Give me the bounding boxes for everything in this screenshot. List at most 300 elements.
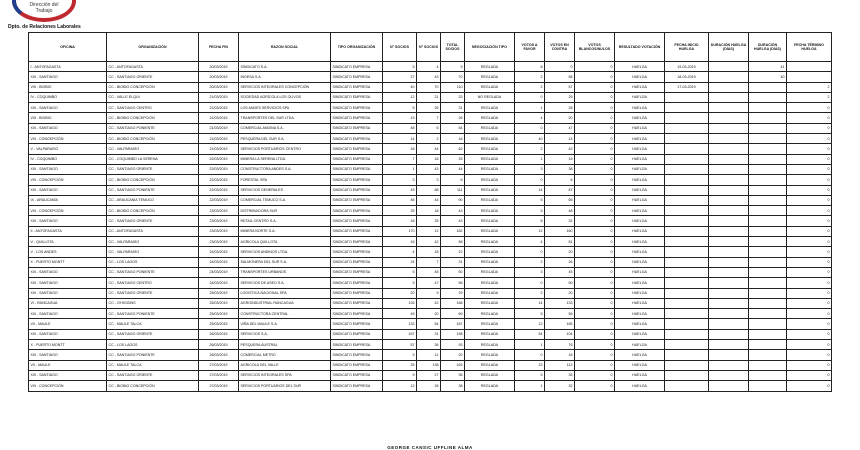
table-cell: SINDICATO EMPRESA	[331, 381, 383, 391]
table-cell: 20	[545, 113, 575, 123]
table-cell	[709, 298, 749, 308]
table-cell: 21	[417, 92, 441, 102]
table-cell: XIII - SANTIAGO	[29, 103, 107, 113]
table-cell	[709, 319, 749, 329]
table-cell: HUELGA	[615, 72, 665, 82]
column-header: RAZON SOCIAL	[239, 33, 331, 62]
table-cell: REGLADA	[465, 350, 515, 360]
table-cell: 8	[515, 216, 545, 226]
table-cell: 22/03/2019	[199, 164, 239, 174]
table-cell: 0	[787, 103, 832, 113]
table-header-row	[29, 33, 832, 62]
table-cell: HUELGA	[615, 123, 665, 133]
table-cell: 18	[417, 247, 441, 257]
table-cell: SERVICIOS PORTUARIOS CENTRO	[239, 144, 331, 154]
table-cell: 42	[417, 298, 441, 308]
table-row	[29, 134, 832, 144]
table-cell	[709, 92, 749, 102]
table-cell: 0	[515, 123, 545, 133]
column-header: NEGOCIACIÓN TIPO	[465, 33, 515, 62]
table-cell: REGLADA	[465, 72, 515, 82]
table-cell: 22	[441, 247, 465, 257]
table-cell	[709, 185, 749, 195]
table-cell: 0	[575, 206, 615, 216]
table-row	[29, 309, 832, 319]
table-cell: SINDICATO EMPRESA	[331, 309, 383, 319]
table-cell: 0	[787, 370, 832, 380]
table-row	[29, 195, 832, 205]
table-cell: 3	[417, 175, 441, 185]
table-cell	[665, 144, 709, 154]
table-cell: TRANSPORTES DEL SUR LTDA.	[239, 113, 331, 123]
table-cell: SINDICATO EMPRESA	[331, 185, 383, 195]
table-cell: V - VALPARAISO	[29, 144, 107, 154]
table-cell: REGLADA	[465, 82, 515, 92]
table-cell: 24	[383, 257, 417, 267]
table-cell: SINDICATO EMPRESA	[331, 267, 383, 277]
table-cell: VI - RANCAGUA	[29, 298, 107, 308]
table-cell: CC - SANTIAGO CENTRO	[107, 103, 199, 113]
table-cell: 27	[417, 370, 441, 380]
table-cell: HUELGA	[615, 319, 665, 329]
table-cell: XIII - SANTIAGO	[29, 72, 107, 82]
table-cell: 0	[575, 164, 615, 174]
table-cell	[749, 226, 787, 236]
table-cell: 16	[545, 350, 575, 360]
table-cell: 0	[575, 195, 615, 205]
table-cell: REGLADA	[465, 340, 515, 350]
table-cell	[709, 123, 749, 133]
table-cell	[665, 175, 709, 185]
table-cell: SERVICIOS DE ASEO S.A.	[239, 278, 331, 288]
table-cell: COMERCIAL ANDINA S.A.	[239, 123, 331, 133]
table-cell: 182	[441, 226, 465, 236]
table-cell: 38	[545, 164, 575, 174]
table-cell: 6	[441, 175, 465, 185]
table-cell: 0	[787, 247, 832, 257]
column-header: RESULTADO VOTACIÓN	[615, 33, 665, 62]
table-cell: 0	[787, 267, 832, 277]
table-row	[29, 298, 832, 308]
table-cell: 47	[417, 278, 441, 288]
table-cell: CC - LOS LAGOS	[107, 257, 199, 267]
table-cell	[749, 164, 787, 174]
table-cell: SINDICATO EMPRESA	[331, 103, 383, 113]
table-row	[29, 113, 832, 123]
table-cell	[749, 350, 787, 360]
column-header: TIPO ORGANIZACIÓN	[331, 33, 383, 62]
table-cell: 31	[417, 329, 441, 339]
table-cell: 0	[787, 134, 832, 144]
column-header: VOTOS EN CONTRA	[545, 33, 575, 62]
table-cell: 0	[575, 370, 615, 380]
table-cell: HUELGA	[615, 82, 665, 92]
table-cell: 4	[417, 62, 441, 72]
table-cell: 5	[383, 103, 417, 113]
table-cell: 0	[575, 62, 615, 72]
table-cell: 12	[515, 226, 545, 236]
table-cell: 0	[787, 237, 832, 247]
table-cell: 22/03/2019	[199, 154, 239, 164]
table-cell: 1	[515, 103, 545, 113]
table-cell: 0	[575, 267, 615, 277]
table-cell: 47	[545, 123, 575, 133]
table-cell: 45	[545, 267, 575, 277]
table-cell: 26/03/2019	[199, 340, 239, 350]
table-cell: 18	[383, 144, 417, 154]
table-cell: SINDICATO EMPRESA	[331, 216, 383, 226]
table-cell: 0	[575, 340, 615, 350]
strikes-table	[28, 32, 832, 392]
table-cell: VIII - CONCEPCIÓN	[29, 134, 107, 144]
table-cell	[665, 134, 709, 144]
table-cell: XIII - SANTIAGO	[29, 350, 107, 360]
table-cell: FORESTAL SPA	[239, 175, 331, 185]
table-cell: 50	[545, 278, 575, 288]
table-cell: HUELGA	[615, 206, 665, 216]
table-cell: 18	[417, 154, 441, 164]
table-cell: 22/03/2019	[199, 185, 239, 195]
table-cell: 25	[441, 154, 465, 164]
table-cell: 18	[417, 206, 441, 216]
table-cell: 6	[417, 123, 441, 133]
table-cell: 14	[515, 298, 545, 308]
table-cell: NO REGLADA	[465, 92, 515, 102]
table-cell: 58	[545, 72, 575, 82]
table-cell	[665, 329, 709, 339]
table-cell: 3	[515, 164, 545, 174]
table-cell: SINDICATO EMPRESA	[331, 62, 383, 72]
table-cell: 2	[515, 144, 545, 154]
table-body	[29, 62, 832, 392]
table-cell: X - PUERTO MONTT	[29, 340, 107, 350]
table-cell: 40	[383, 82, 417, 92]
table-cell: 133	[545, 298, 575, 308]
table-cell: 70	[441, 72, 465, 82]
table-cell: TRANSPORTES URBANOS	[239, 267, 331, 277]
table-cell: CC - SANTIAGO PONIENTE	[107, 309, 199, 319]
table-cell: 51	[545, 237, 575, 247]
table-cell: I - ANTOFAGASTA	[29, 62, 107, 72]
table-cell: CC - BIOBIO CONCEPCIÓN	[107, 82, 199, 92]
table-cell: 126	[383, 298, 417, 308]
table-cell: 26/03/2019	[199, 329, 239, 339]
table-cell: REGLADA	[465, 370, 515, 380]
table-cell: 36	[441, 370, 465, 380]
table-row	[29, 257, 832, 267]
table-cell: CONSTRUCTORA CENTRAL	[239, 309, 331, 319]
department-title: Dpto. de Relaciones Laborales	[8, 24, 81, 30]
table-cell: 7	[417, 257, 441, 267]
table-cell: HUELGA	[615, 370, 665, 380]
table-cell: REGLADA	[465, 103, 515, 113]
table-cell: 18	[383, 216, 417, 226]
table-cell: VIII - CONCEPCIÓN	[29, 206, 107, 216]
table-cell	[749, 185, 787, 195]
table-cell: 21/03/2019	[199, 144, 239, 154]
table-cell: XIII - SANTIAGO	[29, 370, 107, 380]
table-cell: 133	[383, 319, 417, 329]
table-cell: 0	[787, 288, 832, 298]
table-cell: REGLADA	[465, 175, 515, 185]
column-header: ORGANIZACIÓN	[107, 33, 199, 62]
logo-line-1: Dirección del	[29, 2, 59, 8]
table-cell: 26	[545, 257, 575, 267]
table-cell: CC - SANTIAGO PONIENTE	[107, 350, 199, 360]
table-cell: 54	[441, 123, 465, 133]
direccion-del-trabajo-logo	[12, 0, 76, 22]
table-cell: 9	[383, 278, 417, 288]
column-header: FECHA INICIO HUELGA	[665, 33, 709, 62]
table-cell	[665, 113, 709, 123]
table-cell: IX - ARAUCANÍA	[29, 195, 107, 205]
table-cell: 27/03/2019	[199, 360, 239, 370]
table-cell: REGLADA	[465, 319, 515, 329]
table-cell: 8	[515, 62, 545, 72]
table-cell: 27	[383, 72, 417, 82]
table-cell	[749, 329, 787, 339]
table-cell: HUELGA	[615, 278, 665, 288]
table-cell	[749, 175, 787, 185]
table-cell	[709, 350, 749, 360]
table-cell	[749, 340, 787, 350]
table-cell: CC - SANTIAGO ORIENTE	[107, 164, 199, 174]
table-cell	[665, 123, 709, 133]
table-cell: MINERA LA SERENA LTDA.	[239, 154, 331, 164]
table-cell: REGLADA	[465, 278, 515, 288]
column-header: N° SOCIOS	[417, 33, 441, 62]
table-cell: 62	[441, 144, 465, 154]
table-cell	[709, 134, 749, 144]
table-cell: 26	[417, 103, 441, 113]
table-cell	[709, 206, 749, 216]
table-cell: LOS ANDES SERVICIOS SPA	[239, 103, 331, 113]
table-cell: HUELGA	[615, 175, 665, 185]
table-cell: REGLADA	[465, 226, 515, 236]
table-cell: XIII - SANTIAGO	[29, 164, 107, 174]
table-cell: LOGISTICA NACIONAL SPA	[239, 288, 331, 298]
column-header: FECHA FIN	[199, 33, 239, 62]
table-cell: REGLADA	[465, 381, 515, 391]
table-cell: II - ANTOFAGASTA	[29, 226, 107, 236]
table-cell: SINDICATO EMPRESA	[331, 195, 383, 205]
table-cell: 20	[545, 247, 575, 257]
table-cell	[665, 237, 709, 247]
table-cell: SINDICATO EMPRESA	[331, 226, 383, 236]
table-cell: REGLADA	[465, 123, 515, 133]
table-cell: HUELGA	[615, 216, 665, 226]
table-cell: 4	[515, 113, 545, 123]
table-cell: 0	[787, 278, 832, 288]
table-cell	[665, 278, 709, 288]
table-cell: CC - MAULE TALCA	[107, 319, 199, 329]
column-header: VOTOS A FAVOR	[515, 33, 545, 62]
table-cell: HUELGA	[615, 350, 665, 360]
table-cell: XIII - SANTIAGO	[29, 267, 107, 277]
table-cell: 43	[383, 185, 417, 195]
table-cell: 26	[417, 381, 441, 391]
table-cell: HUELGA	[615, 329, 665, 339]
table-cell: 90	[441, 195, 465, 205]
table-cell	[709, 237, 749, 247]
table-cell: 170	[383, 226, 417, 236]
table-cell: 12	[417, 226, 441, 236]
table-cell	[749, 237, 787, 247]
table-cell	[665, 247, 709, 257]
table-cell	[749, 195, 787, 205]
table-cell: REGLADA	[465, 216, 515, 226]
table-cell: 20	[441, 350, 465, 360]
table-cell: DISTRIBUIDORA SUR	[239, 206, 331, 216]
table-cell: HUELGA	[615, 257, 665, 267]
table-cell: 0	[787, 329, 832, 339]
table-cell: 0	[575, 134, 615, 144]
table-cell: 0	[515, 278, 545, 288]
table-cell: SINDICATO EMPRESA	[331, 278, 383, 288]
table-cell: 48	[545, 206, 575, 216]
table-cell: 87	[545, 185, 575, 195]
table-cell: SINDICATO EMPRESA	[331, 92, 383, 102]
table-cell: 25	[383, 206, 417, 216]
table-cell: SINDICATO EMPRESA	[331, 72, 383, 82]
table-cell: 20	[545, 288, 575, 298]
table-cell	[665, 298, 709, 308]
table-cell: 27/03/2019	[199, 381, 239, 391]
table-cell: HUELGA	[615, 237, 665, 247]
table-cell: 0	[787, 226, 832, 236]
table-row	[29, 62, 832, 72]
table-cell: CC - VALLE ELQUI	[107, 92, 199, 102]
table-cell: REGLADA	[465, 309, 515, 319]
table-cell	[749, 370, 787, 380]
table-cell: INGESA S.A.	[239, 72, 331, 82]
table-cell: HUELGA	[615, 298, 665, 308]
table-cell	[749, 381, 787, 391]
table-cell: CC - BIOBIO CONCEPCIÓN	[107, 175, 199, 185]
table-cell: 0	[575, 154, 615, 164]
table-cell: PESQUERA AUSTRAL	[239, 340, 331, 350]
table-cell	[749, 206, 787, 216]
table-cell: SERVICIOS GENERALES	[239, 185, 331, 195]
table-cell: 76	[545, 340, 575, 350]
table-row	[29, 123, 832, 133]
table-cell: 44	[417, 144, 441, 154]
table-cell: 11	[417, 350, 441, 360]
table-cell: 70	[417, 82, 441, 92]
table-row	[29, 226, 832, 236]
column-header: FECHA TÉRMINO HUELGA	[787, 33, 832, 62]
table-cell	[665, 154, 709, 164]
table-cell: CC - O'HIGGINS	[107, 298, 199, 308]
table-cell: 25	[383, 360, 417, 370]
table-cell: 25/03/2019	[199, 309, 239, 319]
table-cell: REGLADA	[465, 267, 515, 277]
table-cell: REGLADA	[465, 247, 515, 257]
table-cell: 5	[515, 309, 545, 319]
table-cell: RETAIL CENTRO S.A.	[239, 216, 331, 226]
table-cell: 20/03/2019	[199, 82, 239, 92]
table-cell: HUELGA	[615, 381, 665, 391]
table-cell: 57	[545, 82, 575, 92]
table-cell: REGLADA	[465, 237, 515, 247]
table-cell	[665, 185, 709, 195]
table-row	[29, 340, 832, 350]
table-cell	[749, 123, 787, 133]
table-cell: 0	[787, 164, 832, 174]
table-cell: SINDICATO EMPRESA	[331, 237, 383, 247]
table-cell: 0	[575, 329, 615, 339]
table-cell: REGLADA	[465, 62, 515, 72]
table-cell: IV - COQUIMBO	[29, 92, 107, 102]
table-cell: SINDICATO EMPRESA	[331, 123, 383, 133]
table-cell	[709, 113, 749, 123]
table-cell: SINDICATO EMPRESA	[331, 154, 383, 164]
table-cell: 44	[441, 164, 465, 174]
table-cell: 23/03/2019	[199, 226, 239, 236]
table-cell	[709, 216, 749, 226]
table-row	[29, 278, 832, 288]
table-cell: 19	[383, 113, 417, 123]
table-cell: SERVICIOS INTEGRALES SPA	[239, 370, 331, 380]
table-cell: 104	[545, 329, 575, 339]
table-cell	[665, 164, 709, 174]
table-cell	[787, 72, 832, 82]
table-cell: 40	[749, 72, 787, 82]
table-cell: 0	[787, 216, 832, 226]
table-cell: 42	[545, 144, 575, 154]
table-cell	[749, 134, 787, 144]
table-row	[29, 103, 832, 113]
table-cell: 0	[575, 309, 615, 319]
table-cell: CC - BIOBIO CONCEPCIÓN	[107, 113, 199, 123]
table-cell: 7	[417, 113, 441, 123]
table-cell: 2	[515, 72, 545, 82]
table-cell: REGLADA	[465, 360, 515, 370]
table-cell: 167	[383, 329, 417, 339]
table-cell: 2	[787, 92, 832, 102]
table-cell: REGLADA	[465, 164, 515, 174]
table-row	[29, 288, 832, 298]
table-cell: 163	[441, 360, 465, 370]
table-cell: CC - MAULE TALCA	[107, 360, 199, 370]
table-cell: 68	[417, 185, 441, 195]
table-cell: SINDICATO EMPRESA	[331, 319, 383, 329]
table-cell: 5	[515, 370, 545, 380]
table-cell: 0	[575, 123, 615, 133]
table-cell: 46	[383, 195, 417, 205]
table-row	[29, 329, 832, 339]
table-cell: 12	[383, 92, 417, 102]
table-cell	[749, 82, 787, 92]
table-cell: 54	[417, 319, 441, 329]
table-cell: 28	[545, 103, 575, 113]
table-row	[29, 216, 832, 226]
table-row	[29, 206, 832, 216]
table-cell: 21/03/2019	[199, 113, 239, 123]
table-cell: SALMONERA DEL SUR S.A.	[239, 257, 331, 267]
table-cell: CC - SANTIAGO ORIENTE	[107, 216, 199, 226]
table-row	[29, 164, 832, 174]
table-cell: 49	[383, 309, 417, 319]
table-cell: 15	[545, 154, 575, 164]
table-cell: 56	[441, 278, 465, 288]
table-cell: 0	[787, 123, 832, 133]
table-cell: CC - BIOBIO CONCEPCIÓN	[107, 206, 199, 216]
table-cell: REGLADA	[465, 185, 515, 195]
table-cell: HUELGA	[615, 164, 665, 174]
table-cell: 6	[545, 175, 575, 185]
table-cell	[749, 113, 787, 123]
